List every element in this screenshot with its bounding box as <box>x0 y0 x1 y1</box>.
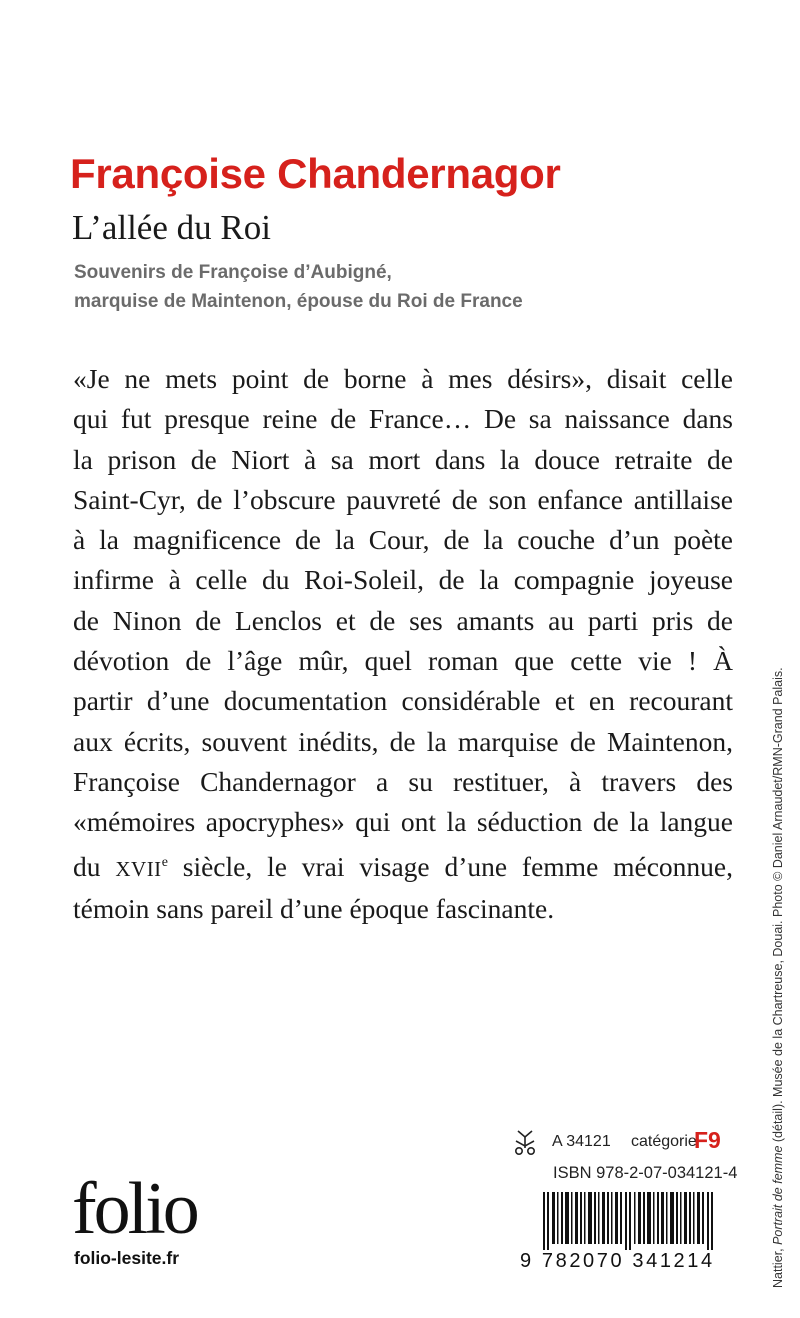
blurb-text: du <box>73 850 116 882</box>
category-label: catégorie <box>631 1133 697 1150</box>
blurb-line: aux écrits, souvent inédits, de la marquise de Maintenon, <box>73 725 733 757</box>
blurb <box>73 359 733 929</box>
blurb-line-last: témoin sans pareil d’une époque fascinante. <box>73 893 555 925</box>
blurb-text: siècle, le vrai visage d’une femme méconnue, <box>167 850 734 882</box>
blurb-line: Françoise Chandernagor a su restituer, à travers des <box>73 765 733 797</box>
subtitle-line-1: Souvenirs de Françoise d’Aubigné, <box>74 262 392 283</box>
author-name: Françoise Chandernagor <box>70 150 561 197</box>
publisher-website[interactable]: folio-lesite.fr <box>74 1248 180 1268</box>
blurb-line: «mémoires apocryphes» qui ont la séduction de la langue <box>73 806 733 838</box>
blurb-line: de Ninon de Lenclos et de ses amants au parti pris de <box>73 604 733 636</box>
category-value: F9 <box>694 1127 721 1153</box>
blurb-line: infirme à celle du Roi-Soleil, de la compagnie joyeuse <box>73 564 733 596</box>
century-numeral: XVII <box>115 856 162 881</box>
credit-text: Nattier, <box>771 1244 785 1288</box>
blurb-line: qui fut presque reine de France… De sa naissance dans <box>73 403 733 435</box>
blurb-line: «Je ne mets point de borne à mes désirs», disait celle <box>73 363 733 394</box>
barcode <box>543 1192 713 1250</box>
blurb-line: la prison de Niort à sa mort dans la douce retraite de <box>73 443 733 475</box>
catalog-number: A 34121 <box>552 1133 611 1150</box>
credit-artwork-title: Portrait de femme <box>771 1145 785 1245</box>
blurb-line: dévotion de l’âge mûr, quel roman que cette vie ! À <box>73 645 733 677</box>
isbn: ISBN 978-2-07-034121-4 <box>553 1164 738 1182</box>
catalog-info <box>510 1128 730 1158</box>
century-superscript: e <box>161 854 168 870</box>
image-credit <box>771 658 785 1288</box>
folio-monogram-icon <box>510 1128 540 1161</box>
blurb-line: partir d’une documentation considérable et en recourant <box>73 685 733 717</box>
barcode-digits: 9 782070 341214 <box>520 1250 715 1272</box>
blurb-line: à la magnificence de la Cour, de la couche d’un poète <box>73 524 733 556</box>
publisher-logo: folio <box>72 1168 197 1250</box>
subtitle <box>74 258 523 316</box>
credit-text: (détail). Musée de la Chartreuse, Douai. Photo © Daniel Arnaudet/RMN-Grand Palais. <box>771 667 785 1146</box>
subtitle-line-2: marquise de Maintenon, épouse du Roi de France <box>74 291 523 312</box>
book-title: L’allée du Roi <box>72 208 271 247</box>
blurb-line-century <box>73 843 733 889</box>
blurb-line: Saint-Cyr, de l’obscure pauvreté de son enfance antillaise <box>73 483 733 515</box>
